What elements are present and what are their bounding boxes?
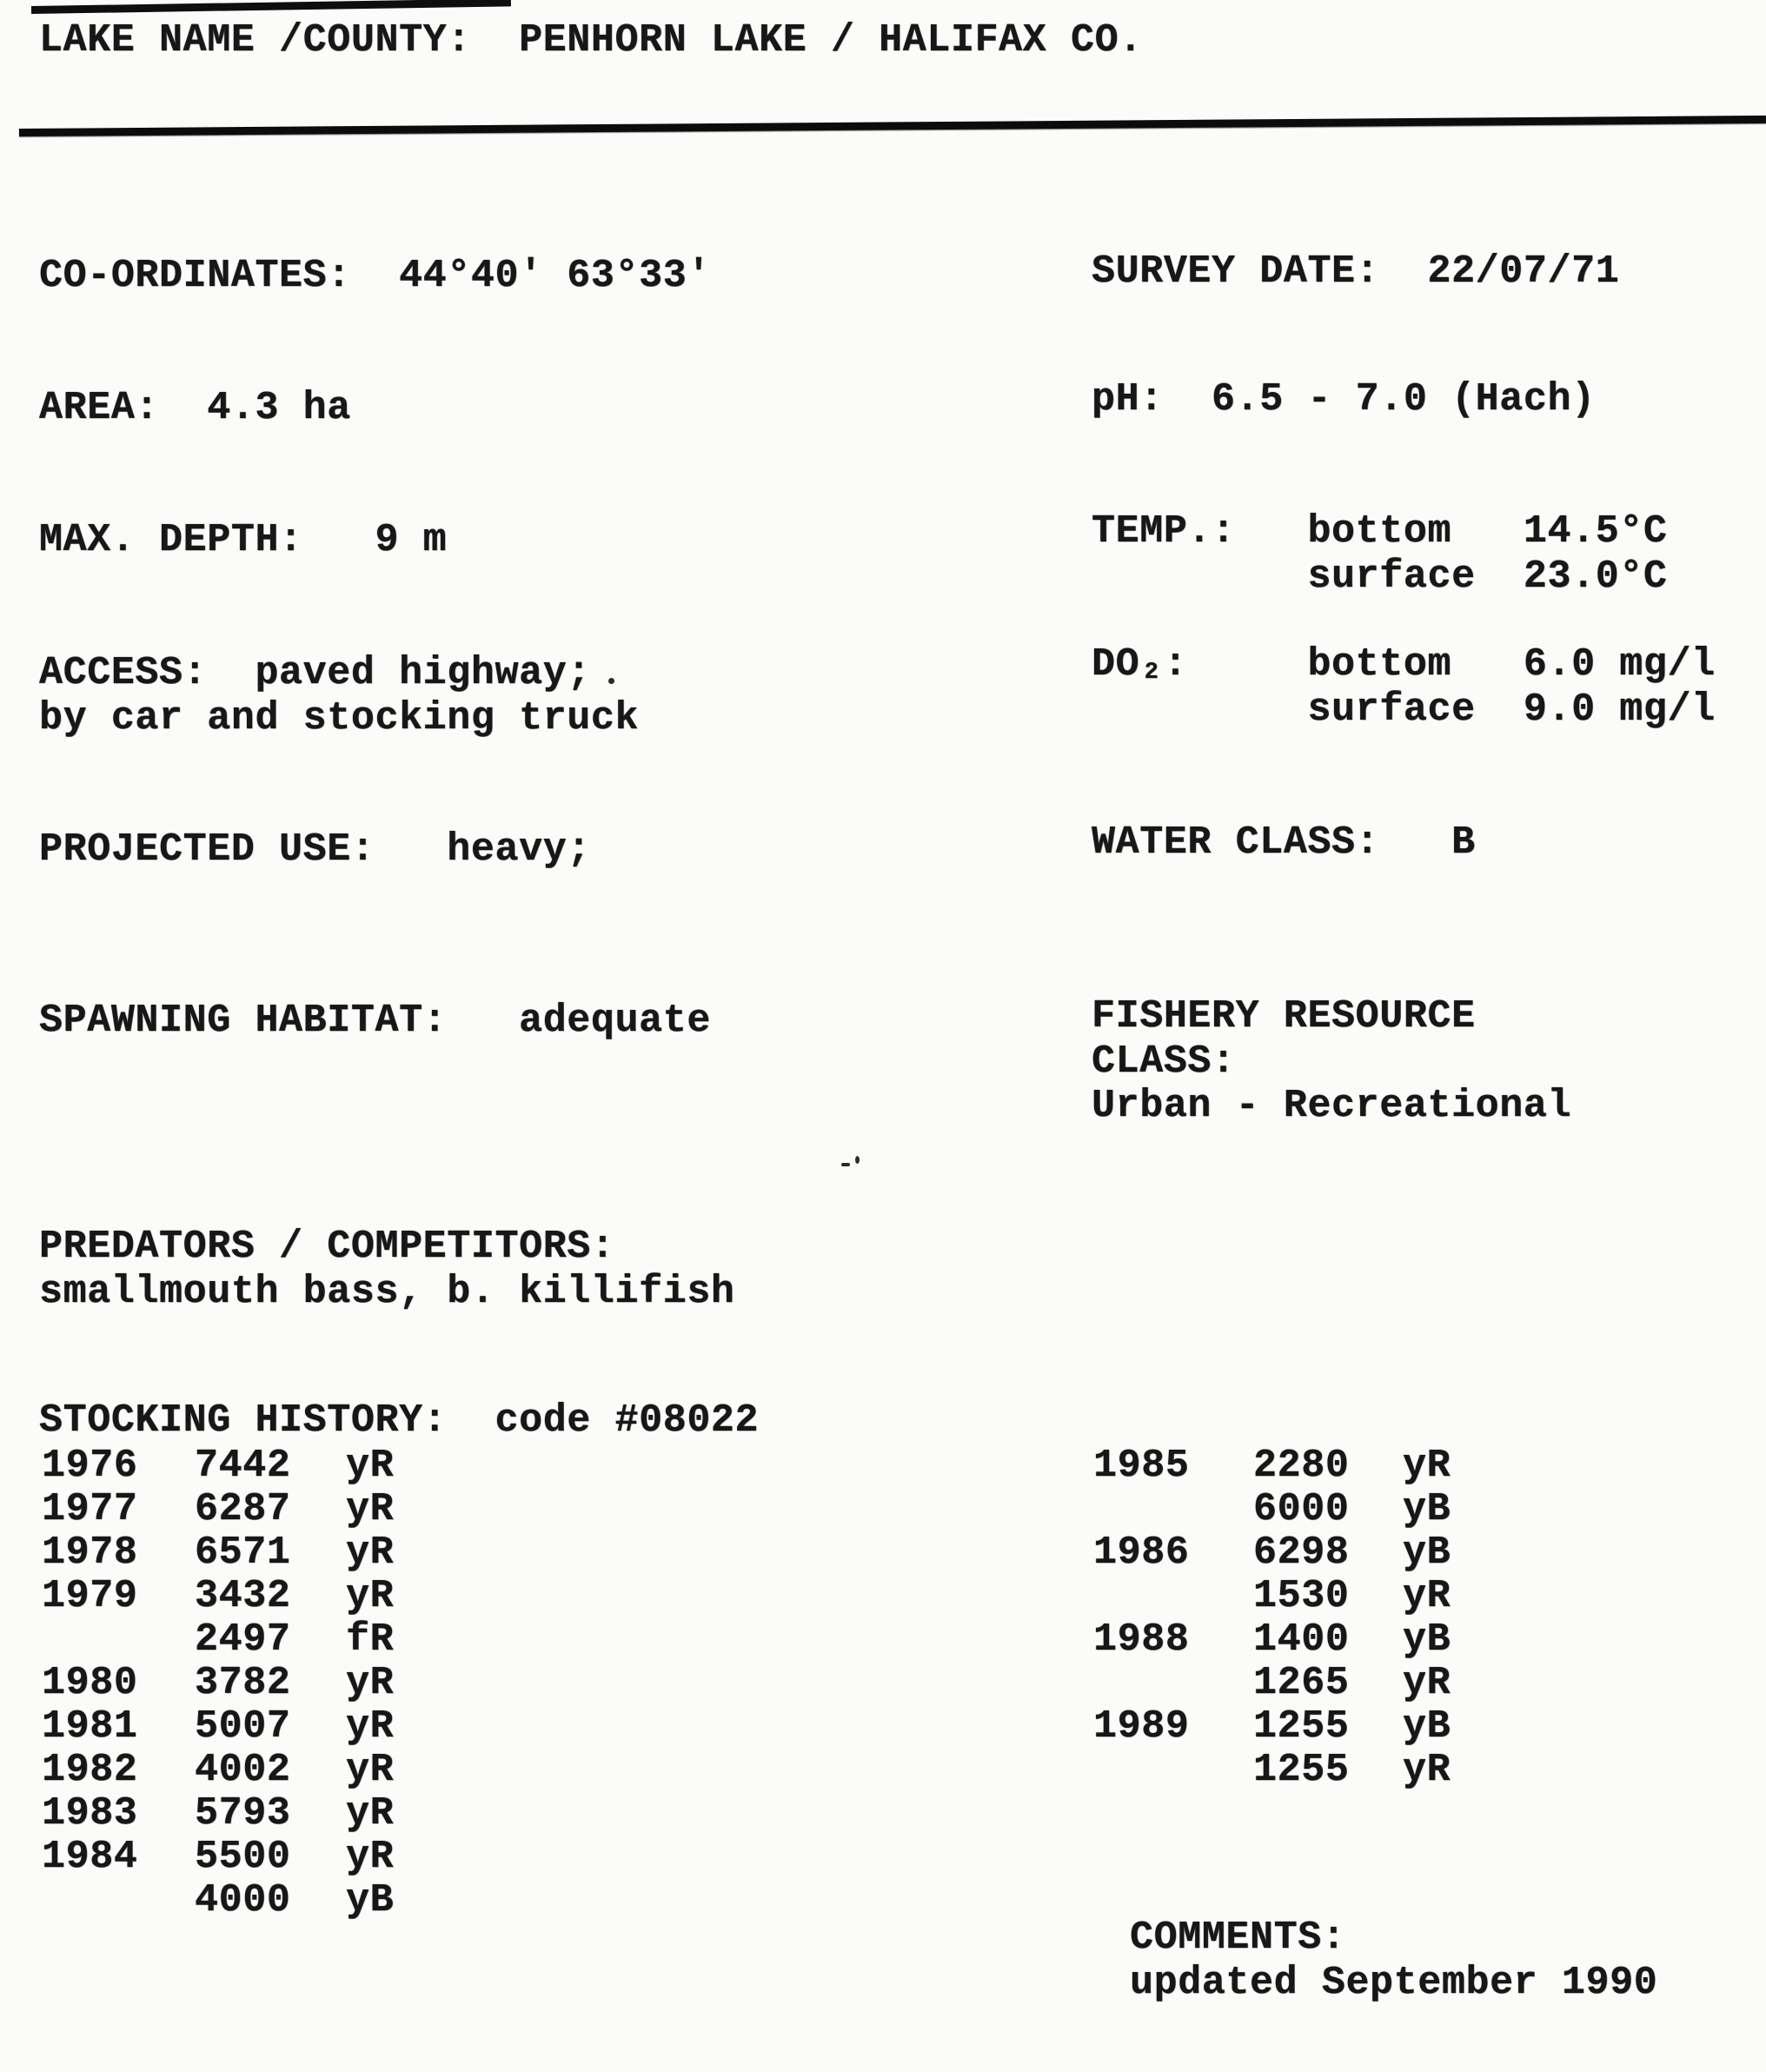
stocking-year: 1989 — [1093, 1704, 1190, 1749]
stocking-qty: 1265 — [1253, 1661, 1350, 1705]
stocking-qty: 6298 — [1253, 1531, 1350, 1575]
stocking-code: yR — [346, 1748, 395, 1792]
stocking-row — [0, 1750, 1766, 1794]
field-survey-date: SURVEY DATE: 22/07/71 — [1092, 249, 1620, 294]
field-fishery-resource-line1: FISHERY RESOURCE — [1092, 994, 1476, 1039]
field-do2-surface: surface 9.0 mg/l — [1092, 687, 1716, 732]
stocking-qty: 1400 — [1253, 1617, 1350, 1662]
stocking-row — [0, 1617, 1766, 1664]
stocking-qty: 3782 — [195, 1661, 291, 1705]
stocking-code: yB — [1403, 1531, 1451, 1575]
stocking-row — [0, 1878, 1766, 1924]
stocking-row — [0, 1661, 1766, 1707]
stocking-row — [0, 1704, 1766, 1750]
comments-label: COMMENTS: — [1130, 1916, 1346, 1960]
stocking-qty: 6571 — [195, 1531, 291, 1575]
stocking-row — [0, 1791, 1766, 1837]
header-divider-rule — [19, 116, 1766, 136]
field-temp-surface: surface 23.0°C — [1092, 555, 1668, 599]
stocking-row — [0, 1533, 1766, 1577]
scan-speck — [841, 1163, 850, 1166]
stocking-row — [0, 1446, 1766, 1490]
stocking-code: yR — [346, 1531, 395, 1575]
field-do2-bottom: DO₂: bottom 6.0 mg/l — [1092, 642, 1716, 687]
field-area: AREA: 4.3 ha — [39, 386, 351, 430]
field-fishery-resource-line2: CLASS: — [1092, 1039, 1236, 1084]
stocking-code: fR — [346, 1617, 395, 1662]
field-coordinates: CO-ORDINATES: 44°40' 63°33' — [39, 254, 711, 298]
field-predators-line2: smallmouth bass, b. killifish — [39, 1270, 735, 1314]
stocking-code: yR — [1403, 1444, 1451, 1488]
stocking-qty: 3432 — [195, 1574, 291, 1618]
stocking-year: 1982 — [42, 1748, 138, 1792]
stocking-qty: 5793 — [195, 1791, 291, 1836]
stocking-code: yB — [1403, 1487, 1451, 1531]
stocking-year: 1984 — [42, 1835, 138, 1879]
stocking-year: 1980 — [42, 1661, 138, 1705]
stocking-qty: 1255 — [1253, 1704, 1350, 1749]
stocking-year: 1979 — [42, 1574, 138, 1618]
stocking-history-header: STOCKING HISTORY: code #08022 — [39, 1398, 760, 1443]
stocking-row — [0, 1837, 1766, 1881]
stocking-year: 1981 — [42, 1704, 138, 1749]
field-fishery-resource-line3: Urban - Recreational — [1092, 1084, 1572, 1128]
stocking-year: 1985 — [1093, 1444, 1190, 1488]
stocking-code: yB — [1403, 1704, 1451, 1749]
stocking-code: yR — [346, 1487, 395, 1531]
stocking-code: yR — [1403, 1748, 1451, 1792]
field-spawning-habitat: SPAWNING HABITAT: adequate — [39, 999, 711, 1043]
field-water-class: WATER CLASS: B — [1092, 820, 1476, 865]
stocking-year: 1983 — [42, 1791, 138, 1836]
stocking-row — [0, 1574, 1766, 1620]
comments-text: updated September 1990 — [1130, 1961, 1658, 2005]
scan-speck — [608, 678, 614, 684]
stocking-year: 1977 — [42, 1487, 138, 1531]
stocking-qty: 7442 — [195, 1444, 291, 1488]
field-ph: pH: 6.5 - 7.0 (Hach) — [1092, 377, 1596, 422]
field-access-line2: by car and stocking truck — [39, 696, 640, 740]
stocking-code: yR — [346, 1791, 395, 1836]
stocking-code: yR — [346, 1574, 395, 1618]
stocking-code: yR — [1403, 1574, 1451, 1618]
stocking-qty: 5500 — [195, 1835, 291, 1879]
stocking-code: yR — [346, 1835, 395, 1879]
stocking-qty: 4002 — [195, 1748, 291, 1792]
stocking-code: yB — [346, 1878, 395, 1923]
stocking-row — [0, 1487, 1766, 1533]
stocking-qty: 1255 — [1253, 1748, 1350, 1792]
lake-name-county-line: LAKE NAME /COUNTY: PENHORN LAKE / HALIFAX CO. — [39, 18, 1143, 63]
field-access-line1: ACCESS: paved highway; — [39, 651, 591, 695]
scan-artifact-top-bar — [31, 0, 511, 14]
stocking-qty: 1530 — [1253, 1574, 1350, 1618]
stocking-year: 1976 — [42, 1444, 138, 1488]
field-predators-line1: PREDATORS / COMPETITORS: — [39, 1225, 615, 1269]
stocking-qty: 4000 — [195, 1878, 291, 1923]
stocking-code: yR — [346, 1444, 395, 1488]
stocking-qty: 2497 — [195, 1617, 291, 1662]
stocking-code: yR — [1403, 1661, 1451, 1705]
scan-speck — [855, 1156, 860, 1164]
field-projected-use: PROJECTED USE: heavy; — [39, 827, 591, 872]
stocking-qty: 6287 — [195, 1487, 291, 1531]
stocking-qty: 2280 — [1253, 1444, 1350, 1488]
stocking-year: 1986 — [1093, 1531, 1190, 1575]
stocking-code: yB — [1403, 1617, 1451, 1662]
stocking-code: yR — [346, 1661, 395, 1705]
field-max-depth: MAX. DEPTH: 9 m — [39, 518, 448, 562]
stocking-qty: 6000 — [1253, 1487, 1350, 1531]
stocking-qty: 5007 — [195, 1704, 291, 1749]
stocking-year: 1978 — [42, 1531, 138, 1575]
field-temp-bottom: TEMP.: bottom 14.5°C — [1092, 509, 1668, 554]
stocking-year: 1988 — [1093, 1617, 1190, 1662]
stocking-code: yR — [346, 1704, 395, 1749]
